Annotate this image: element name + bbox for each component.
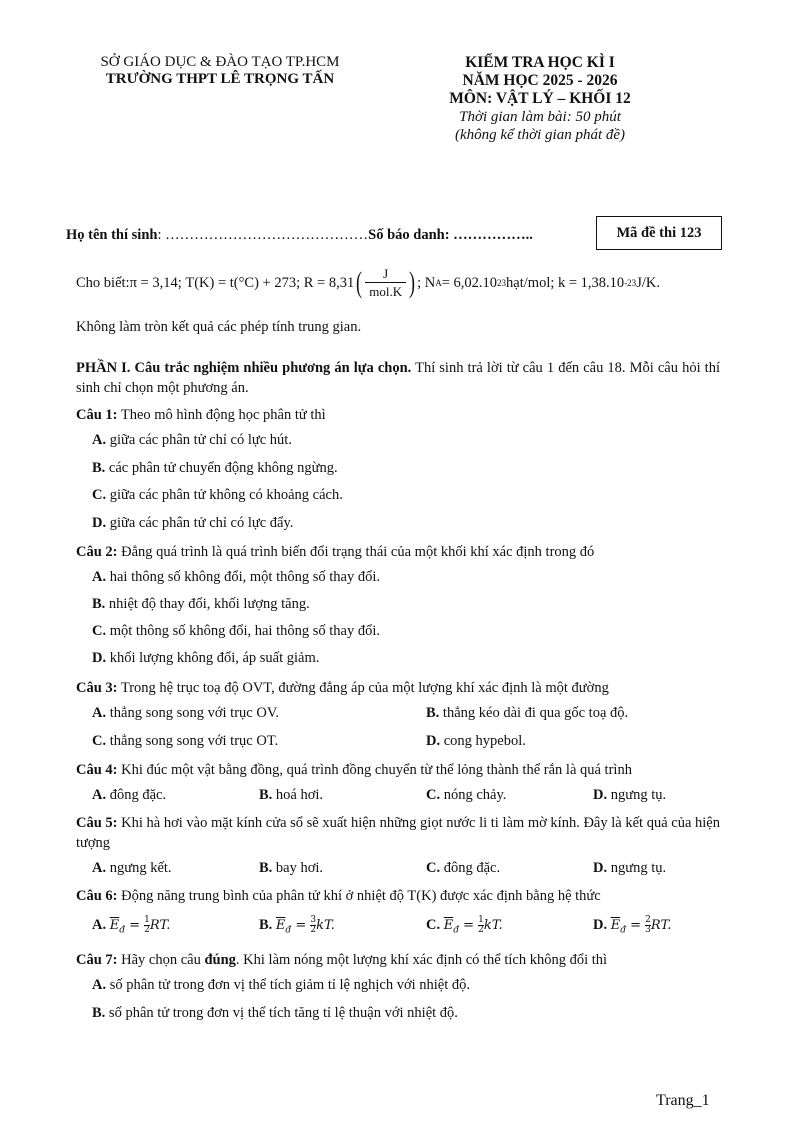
option <box>259 860 323 877</box>
given-part2: ; N <box>417 274 436 291</box>
question-1 <box>76 405 720 425</box>
header-right <box>400 54 680 144</box>
question-label: Câu 4: <box>76 762 118 778</box>
header-left <box>60 54 380 88</box>
fraction-numerator: 3 <box>310 915 317 925</box>
exam-code: Mã đề thi 123 <box>616 224 702 241</box>
fraction-denominator: 2 <box>310 925 317 935</box>
option-text: thẳng song song với trục OT. <box>106 733 279 749</box>
exam-duration: Thời gian làm bài: 50 phút <box>459 109 621 125</box>
option <box>92 515 293 532</box>
option <box>426 860 500 877</box>
option <box>92 860 172 877</box>
option-formula <box>92 916 170 936</box>
energy-symbol: $\overline{E}$ <box>109 918 120 933</box>
option-letter: D. <box>593 917 608 933</box>
given-part3: = 6,02.10 <box>441 274 498 291</box>
option-letter: B. <box>259 860 273 876</box>
option-text: nhiệt độ thay đổi, khối lượng tăng. <box>105 596 310 612</box>
option <box>92 569 380 586</box>
given-label: Cho biết: <box>76 274 130 291</box>
fraction-denominator: mol.K <box>365 282 406 300</box>
option-formula <box>426 916 503 936</box>
fraction-numerator: 1 <box>478 915 484 925</box>
school-year: NĂM HỌC 2025 - 2026 <box>462 72 618 89</box>
option-text: thẳng kéo dài đi qua gốc toạ độ. <box>439 705 629 721</box>
formula-tail: kT. <box>483 918 503 933</box>
k-exponent: -23 <box>624 278 637 288</box>
option-text: hai thông số không đổi, một thông số thay đổi. <box>106 569 380 585</box>
na-subscript: A <box>435 278 442 288</box>
formula-tail: RT. <box>650 918 672 933</box>
option <box>259 787 323 804</box>
id-label: Số báo danh: <box>368 227 454 243</box>
given-constants <box>76 266 726 300</box>
exam-title: KIỂM TRA HỌC KÌ I <box>465 54 615 71</box>
option-text: đông đặc. <box>440 860 501 876</box>
question-text: Đẳng quá trình là quá trình biến đổi trạng thái của một khối khí xác định trong đó <box>117 544 595 560</box>
question-5 <box>76 813 720 853</box>
option-text: ngưng tụ. <box>607 860 667 876</box>
school-name: TRƯỜNG THPT LÊ TRỌNG TẤN <box>105 71 335 87</box>
fraction-numerator: 2 <box>645 915 651 925</box>
option-letter: B. <box>259 917 273 933</box>
option <box>92 733 278 750</box>
option-text: hoá hơi. <box>272 787 324 803</box>
energy-symbol: $\overline{E}$ <box>275 918 286 933</box>
given-part5: J/K. <box>636 274 660 291</box>
question-text: Trong hệ trục toạ độ OVT, đường đẳng áp của một lượng khí xác định là một đường <box>117 680 609 696</box>
option-letter: A. <box>92 860 107 876</box>
option <box>92 650 319 667</box>
energy-symbol: $\overline{E}$ <box>443 918 454 933</box>
formula-tail: kT. <box>316 918 335 933</box>
option-letter: A. <box>92 917 107 933</box>
question-label: Câu 3: <box>76 680 118 696</box>
energy-subscript: đ <box>119 925 125 936</box>
fraction-denominator: 3 <box>645 925 651 935</box>
question-text: Theo mô hình động học phân tử thì <box>117 407 326 423</box>
option-letter: A. <box>92 977 107 993</box>
option-text: giữa các phân tử chỉ có lực hút. <box>106 432 292 448</box>
name-label: Họ tên thí sinh <box>66 227 158 243</box>
option <box>92 705 279 722</box>
id-dots: …………….. <box>453 227 533 243</box>
question-label: Câu 1: <box>76 407 118 423</box>
option-text: các phân tử chuyển động không ngừng. <box>105 460 338 476</box>
option <box>92 1005 458 1022</box>
formula: $\overline{E}_đ$ = $\frac{2}{3}$ RT. <box>610 915 672 936</box>
energy-symbol: $\overline{E}$ <box>610 918 621 933</box>
page-number: Trang_1 <box>656 1092 710 1109</box>
option-letter: B. <box>92 460 106 476</box>
fraction-denominator: 2 <box>478 925 484 935</box>
option-letter: D. <box>92 515 107 531</box>
question-text-tail: . Khi làm nóng một lượng khí xác định có thể tích không đổi thì <box>235 952 608 968</box>
option-text: khối lượng không đổi, áp suất giảm. <box>106 650 320 666</box>
question-3 <box>76 678 720 698</box>
option-text: bay hơi. <box>272 860 324 876</box>
question-label: Câu 2: <box>76 544 118 560</box>
exam-duration-note: (không kể thời gian phát đề) <box>454 127 626 143</box>
option-letter: C. <box>92 487 107 503</box>
option-letter: D. <box>593 860 608 876</box>
question-7 <box>76 950 720 970</box>
formula: $\overline{E}_đ$ = $\frac{1}{2}$ kT. <box>443 915 503 936</box>
student-info-line <box>66 227 533 244</box>
option-letter: C. <box>92 623 107 639</box>
option-text: số phân tử trong đơn vị thể tích tăng tỉ lệ thuận với nhiệt độ. <box>105 1005 458 1021</box>
rounding-note: Không làm tròn kết quả các phép tính trung gian. <box>76 319 362 335</box>
question-emphasis: đúng <box>204 952 236 968</box>
question-text: Khi đúc một vật bằng đồng, quá trình đồng chuyển từ thể lỏng thành thể rắn là quá trình <box>117 762 632 778</box>
option-text: ngưng tụ. <box>607 787 667 803</box>
given-part1: π = 3,14; T(K) = t(°C) + 273; R = 8,31 <box>129 274 355 291</box>
option <box>426 705 628 722</box>
formula-tail: RT. <box>149 918 171 933</box>
option-formula <box>593 916 671 936</box>
formula: $\overline{E}_đ$ = $\frac{1}{2}$ RT. <box>109 915 171 936</box>
department-name: SỞ GIÁO DỤC & ĐÀO TẠO TP.HCM <box>100 54 340 70</box>
option-text: đông đặc. <box>106 787 167 803</box>
option-text: nóng chảy. <box>440 787 507 803</box>
exam-code-box <box>596 216 722 250</box>
question-label: Câu 7: <box>76 952 118 968</box>
option <box>92 787 166 804</box>
option-letter: D. <box>426 733 441 749</box>
option <box>593 860 666 877</box>
option-letter: A. <box>92 705 107 721</box>
option-letter: D. <box>593 787 608 803</box>
option <box>92 460 338 477</box>
question-4 <box>76 760 720 780</box>
fraction-denominator: 2 <box>144 925 150 935</box>
subject: MÔN: VẬT LÝ – KHỐI 12 <box>449 90 631 107</box>
option-letter: C. <box>426 860 441 876</box>
option <box>92 487 343 504</box>
unit-fraction <box>365 266 406 300</box>
option-letter: B. <box>426 705 440 721</box>
question-label: Câu 5: <box>76 815 118 831</box>
option-text: ngưng kết. <box>106 860 172 876</box>
fraction-numerator: 1 <box>144 915 150 925</box>
option-letter: C. <box>426 787 441 803</box>
option-text: giữa các phân tử không có khoảng cách. <box>106 487 343 503</box>
question-label: Câu 6: <box>76 888 118 904</box>
option-text: giữa các phân tử chỉ có lực đẩy. <box>106 515 294 531</box>
right-paren-icon: ) <box>409 266 416 299</box>
part1-desc: Thí sinh trả lời từ câu 1 đến câu 18. Mỗi câu hỏi thí sinh chỉ chọn một phương án. <box>76 360 720 396</box>
option <box>92 432 292 449</box>
option-text: số phân tử trong đơn vị thể tích giảm tỉ lệ nghịch với nhiệt độ. <box>106 977 471 993</box>
energy-subscript: đ <box>285 925 292 936</box>
option <box>92 977 470 994</box>
part1-title: PHẦN I. Câu trắc nghiệm nhiều phương án lựa chọn. <box>76 360 412 376</box>
option-letter: A. <box>92 432 107 448</box>
option <box>426 787 506 804</box>
formula: $\overline{E}_đ$ = $\frac{3}{2}$ kT. <box>275 915 335 936</box>
option <box>92 623 380 640</box>
energy-subscript: đ <box>620 925 626 936</box>
name-dots: : …………………………………… <box>157 227 369 243</box>
option-letter: A. <box>92 787 107 803</box>
option-letter: C. <box>92 733 107 749</box>
option-letter: B. <box>259 787 273 803</box>
question-text: Hãy chọn câu <box>117 952 205 968</box>
option-letter: B. <box>92 596 106 612</box>
question-2 <box>76 542 720 562</box>
na-exponent: 23 <box>497 278 507 288</box>
left-paren-icon: ( <box>356 266 363 299</box>
given-part4: hạt/mol; k = 1,38.10 <box>506 274 625 291</box>
question-6 <box>76 886 720 906</box>
option-letter: B. <box>92 1005 106 1021</box>
option <box>593 787 666 804</box>
option-letter: A. <box>92 569 107 585</box>
part1-instructions <box>76 358 720 398</box>
energy-subscript: đ <box>453 925 459 936</box>
option-text: thẳng song song với trục OV. <box>106 705 280 721</box>
option-formula <box>259 916 335 936</box>
fraction-numerator: J <box>383 266 389 281</box>
option <box>426 733 526 750</box>
option-letter: D. <box>92 650 107 666</box>
question-text: Khi hà hơi vào mặt kính cửa sổ sẽ xuất hiện những giọt nước li ti làm mờ kính. Đây là kết quả của hiện tượng <box>76 815 720 851</box>
option-text: một thông số không đổi, hai thông số thay đổi. <box>106 623 380 639</box>
option-text: cong hypebol. <box>440 733 526 749</box>
question-text: Động năng trung bình của phân tử khí ở nhiệt độ T(K) được xác định bằng hệ thức <box>117 888 601 904</box>
option <box>92 596 310 613</box>
option-letter: C. <box>426 917 441 933</box>
